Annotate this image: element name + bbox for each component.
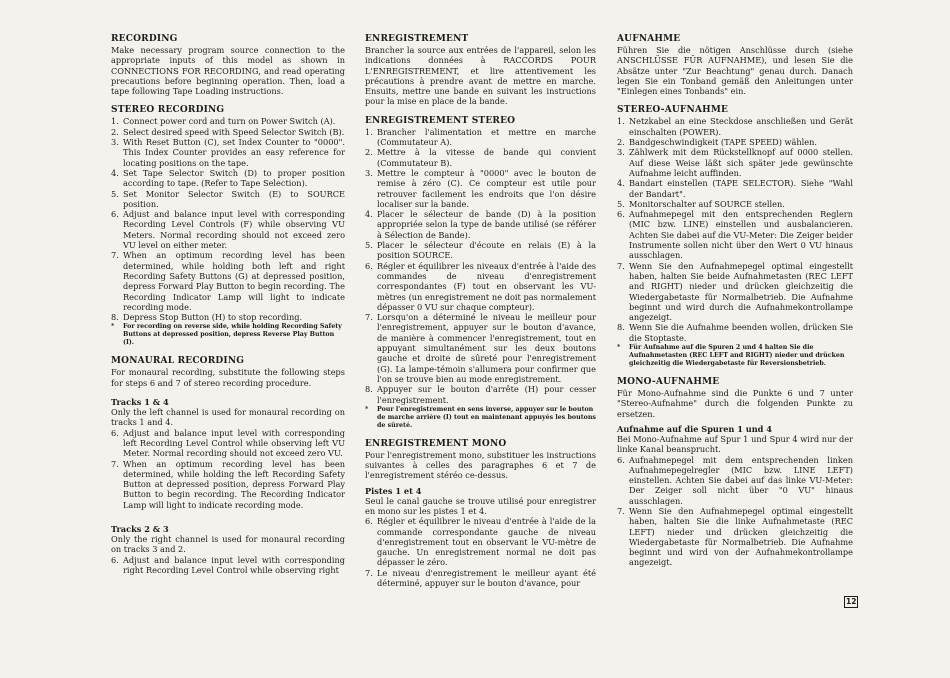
step-7: 7. Le niveau d'enregistrement le meilleur ayant été déterminé, appuyer sur le bouton d'avance, pour [365,567,596,589]
reverse-recording-note: * For recording on reverse side, while holding Recording Safety Buttons at depressed position, depress Reverse Play Button (I). [111,323,342,347]
stereo-steps-de [617,116,853,343]
mono-steps-de [617,455,853,568]
pistes-steps [365,516,596,588]
spuren-1-4-text: Bei Mono-Aufnahme auf Spur 1 und Spur 4 wird nur der linke Kanal beansprucht. [617,433,853,455]
step-5: 5. Monitorschalter auf SOURCE stellen. [617,198,785,209]
mono-aufnahme-intro: Für Mono-Aufnahme sind die Punkte 6 und 7 unter "Stereo-Aufnahme" durch die folgenden Punkte zu ersetzen. [617,388,853,419]
step-1: 1. Connect power cord and turn on Power Switch (A). [111,116,336,127]
step-3: 3. Zählwerk mit dem Rückstellknopf auf 0000 stellen. Auf diese Weise läßt sich später jede gewünschte Aufnahme leicht auffinden. [617,147,853,178]
step-7: 7. Lorsqu'on a déterminé le niveau le meilleur pour l'enregistrement, appuyer sur le bouton d'avance, de manière à commencer l'enregistrement, tout en appuyant simultanément sur les deux boutons gauche et droite de sûreté pour l'enregistrement (G). La lampe-témoin s'allumera pour confirmer que l'on se trouve bien au mode enregistrement. [365,312,596,384]
recording-heading: RECORDING [111,34,178,44]
step-8: 8. Wenn Sie die Aufnahme beenden wollen, drücken Sie die Stoptaste. [617,322,853,343]
spuren-2-4-note: * Für Aufnahme auf die Spuren 2 und 4 halten Sie die Aufnahmetasten (REC LEFT and RIGHT) nieder und drücken gleichzeitig die Wiedergabetaste für Reversionsbetrieb. [617,344,845,368]
recording-intro: Make necessary program source connection to the appropriate inputs of this model as shown in CONNECTIONS FOR RECORDING, and read operating precautions before beginning operation. Then, load a tape following Tape Loading instructions. [111,45,345,97]
step-6: 6. Aufnahmepegel mit dem entsprechenden linken Aufnahmepegelregler (MIC bzw. LINE LEFT) einstellen. Achten Sie dabei auf das linke VU-Meter: Der Zeiger soll nicht über "0 VU" hinaus ausschlagen. [617,454,853,506]
step-4: 4. Set Tape Selector Switch (D) to proper position according to tape. (Refer to Tape Selection). [111,167,345,189]
step-2: 2. Bandgeschwindigkeit (TAPE SPEED) wählen. [617,137,818,148]
step-6: 6. Aufnahmepegel mit den entsprechenden Reglern (MIC bzw. LINE) einstellen und ausbalancieren. Achten Sie dabei auf die VU-Meter: Die Zeiger beider Instrumente sollen nicht über den Wert 0 VU hinaus ausschlagen. [617,209,853,261]
step-2: 2. Select desired speed with Speed Selector Switch (B). [111,126,345,137]
aufnahme-heading: AUFNAHME [617,34,681,44]
step-8: 8. Depress Stop Button (H) to stop recording. [111,312,303,323]
enregistrement-heading: ENREGISTREMENT [365,34,469,44]
mono-aufnahme-heading: MONO-AUFNAHME [617,377,720,388]
enregistrement-mono-heading: ENREGISTREMENT MONO [365,438,507,449]
step-8: 8. Appuyer sur le bouton d'arrête (H) pour cesser l'enregistrement. [365,384,596,405]
step-6: 6. Régler et équilibrer le niveau d'entrée à l'aide de la commande correspondante gauche de niveau d'enregistrement tout en observant le VU-mètre de gauche. Un enregistrement normal ne doit pas dépasser le zéro. [365,516,596,568]
aufnahme-intro: Führen Sie die nötigen Anschlüsse durch (siehe ANSCHLÜSSE FÜR AUFNAHME), und lesen Sie die Absätze unter "Zur Beachtung" genau durch. Danach legen Sie ein Tonband gemäß den Anleitungen unter "Einlegen eines Tonbands" ein. [617,45,853,97]
step-7: 7. When an optimum recording level has been determined, while holding both left and right Recording Safety Buttons (G) at depressed position, depress Forward Play Button to begin recording. The Recording Indicator Lamp will light to indicate recording mode. [111,250,345,312]
enregistrement-mono-intro: Pour l'enregistrement mono, substituer les instructions suivantes à celles des paragraphes 6 et 7 de l'enregistrement stéréo ce-dessus. [365,449,596,481]
step-3: 3. Mettre le compteur à "0000" avec le bouton de remise à zéro (C). Ce compteur est utile pour retrouver facilement les endroits que l'on désire localiser sur la bande. [365,167,596,209]
spuren-1-4-heading: Aufnahme auf die Spuren 1 und 4 [617,423,772,434]
tracks-1-4-steps [111,428,345,510]
enregistrement-stereo-heading: ENREGISTREMENT STEREO [365,115,516,126]
monaural-recording-heading: MONAURAL RECORDING [111,356,245,367]
step-4: 4. Bandart einstellen (TAPE SELECTOR). Siehe "Wahl der Bandart". [617,178,853,199]
tracks-1-4-heading: Tracks 1 & 4 [111,397,169,408]
step-7: 7. Wenn Sie den Aufnahmepegel optimal eingestellt haben, halten Sie die linke Aufnahmetaste (REC LEFT) nieder und drücken gleichzeitig die Wiedergabetaste für Normalbetrieb. Die Aufnahme beginnt und wird von der Aufnahmekontrollampe angezeigt. [617,505,853,568]
step-6: 6. Adjust and balance input level with corresponding Recording Level Controls (F) while observing VU Meters. Normal recording should not exceed zero VU level on either meter. [111,209,345,251]
monaural-intro: For monaural recording, substitute the following steps for steps 6 and 7 of stereo recording procedure. [111,367,345,388]
stereo-aufnahme-heading: STEREO-AUFNAHME [617,105,729,116]
stereo-recording-heading: STEREO RECORDING [111,105,225,116]
english-column [111,34,345,575]
german-column [617,34,853,568]
step-1: 1. Brancher l'alimentation et mettre en marche (Commutateur A). [365,126,596,148]
pistes-1-4-text: Seul le canal gauche se trouve utilisé pour enregistrer en mono sur les pistes 1 et 4. [365,495,596,516]
stereo-steps-en [111,116,345,322]
step-5: 5. Placer le sélecteur d'écoute en relais (E) à la position SOURCE. [365,240,596,261]
stereo-steps-fr [365,127,596,405]
tracks-1-4-text: Only the left channel is used for monaural recording on tracks 1 and 4. [111,407,345,428]
sens-inverse-note: * Pour l'enregistrement en sens inverse, appuyer sur le bouton de marche arrière (I) tout en maintenant appuyés les boutons de sûreté. [365,405,596,429]
step-6: 6. Adjust and balance input level with corresponding left Recording Level Control while observing left VU Meter. Normal recording should not exceed zero VU. [111,427,345,459]
step-6: 6. Régler et équilibrer les niveaux d'entrée à l'aide des commandes de niveau d'enregistrement correspondantes (F) tout en observant les VU-mètres (un enregistrement ne doit pas normalement dépasser 0 VU sur chaque compteur). [365,260,596,312]
tracks-2-3-steps [111,555,345,576]
step-5: 5. Set Monitor Selector Switch (E) to SOURCE position. [111,188,345,209]
tracks-2-3-heading: Tracks 2 & 3 [111,523,169,534]
step-4: 4. Placer le sélecteur de bande (D) à la position appropriée selon la type de bande utilisé (se référer à Sélection de Bande). [365,209,596,240]
step-1: 1. Netzkabel an eine Steckdose anschließen und Gerät einschalten (POWER). [617,116,853,137]
step-6: 6. Adjust and balance input level with corresponding right Recording Level Control while observing right [111,554,345,575]
step-3: 3. With Reset Button (C), set Index Counter to "0000". This Index Counter provides an easy reference for locating positions on the tape. [111,137,345,168]
enregistrement-intro: Brancher la source aux entrées de l'appareil, selon les indications données à RACCORDS POUR L'ENREGISTREMENT, et lire attentivement les précautions à prendre avant de mettre en marche. Ensuits, mettre une bande en suivant les instructions pour la mise en place de la bande. [365,45,596,107]
pistes-1-4-heading: Pistes 1 et 4 [365,485,422,496]
page-number: 12 [846,597,857,606]
step-2: 2. Mettre à la vitesse de bande qui convient (Commutateur B). [365,147,596,168]
step-7: 7. When an optimum recording level has been determined, while holding the left Recording Safety Button at depressed position, depress Forward Play Button to begin recording. The Recording Indicator Lamp will light to indicate recording mode. [111,458,345,510]
tracks-2-3-text: Only the right channel is used for monaural recording on tracks 3 and 2. [111,533,345,555]
step-7: 7. Wenn Sie den Aufnahmepegel optimal eingestellt haben, halten Sie beide Aufnahmetasten (REC LEFT and RIGHT) nieder und drücken gleichzeitig die Wiedergabetaste für Normalbetrieb. Die Aufnahme beginnt und wird durch die Aufnahmekontrollampe angezeigt. [617,260,853,323]
french-column [365,34,596,588]
